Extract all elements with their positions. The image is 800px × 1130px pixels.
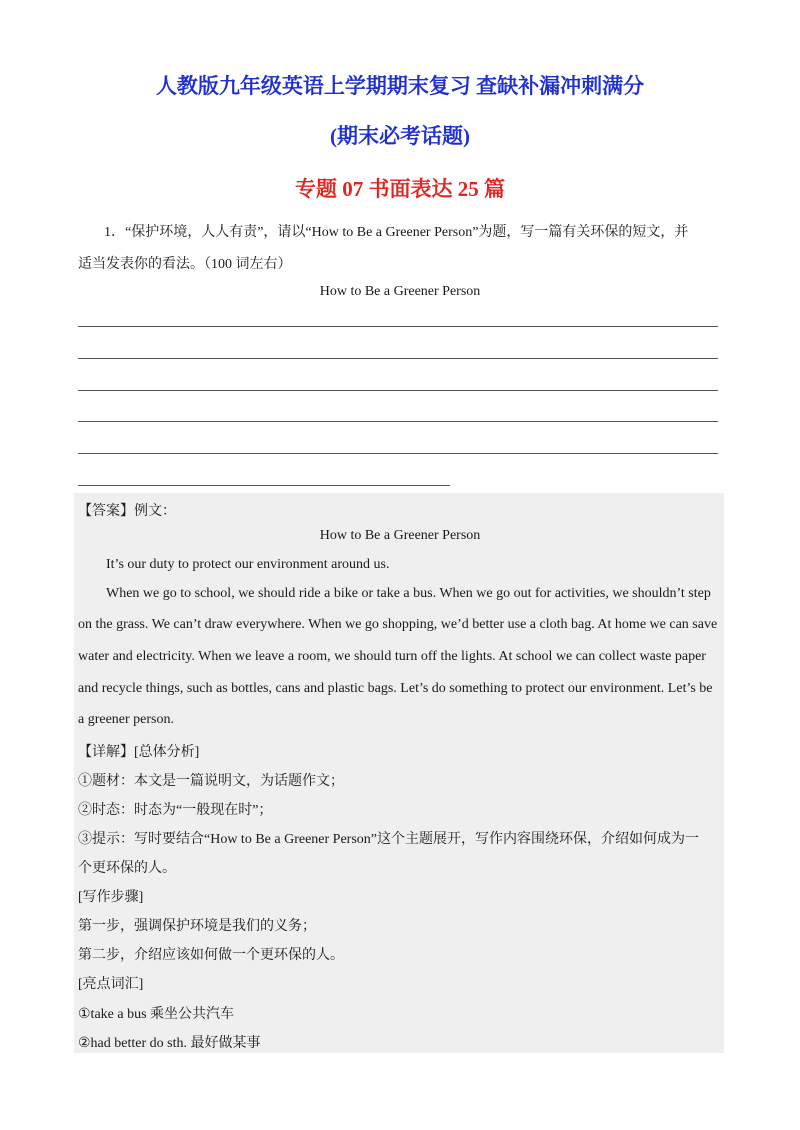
detail-item: 个更环保的人。: [78, 861, 176, 876]
detail-label: 【详解】[总体分析]: [78, 745, 200, 760]
writing-line-2: [78, 358, 718, 359]
essay-line: a greener person.: [78, 712, 175, 727]
detail-item: ③提示：写时要结合“How to Be a Greener Person”这个主题展开，写作内容围绕环保，介绍如何成为一: [78, 832, 699, 847]
detail-item: ②时态：时态为“一般现在时”；: [78, 803, 273, 818]
page-title-sub: (期末必考话题): [330, 124, 470, 148]
essay-paragraph-1: It’s our duty to protect our environment around us.: [106, 557, 390, 572]
detail-item: ①题材：本文是一篇说明文，为话题作文；: [78, 774, 344, 789]
page-title: 人教版九年级英语上学期期末复习 查缺补漏冲刺满分: [155, 74, 645, 98]
vocab-item: ②had better do sth. 最好做某事: [78, 1036, 261, 1051]
essay-line: When we go to school, we should ride a bike or take a bus. When we go out for activities, we shouldn’t step: [106, 586, 711, 601]
step-item: 第二步，介绍应该如何做一个更环保的人。: [78, 948, 344, 963]
step-item: 第一步，强调保护环境是我们的义务；: [78, 919, 316, 934]
writing-line-1: [78, 326, 718, 327]
question-line-2: 适当发表你的看法。（100 词左右）: [78, 257, 292, 272]
writing-line-4: [78, 421, 718, 422]
vocab-item: ①take a bus 乘坐公共汽车: [78, 1007, 235, 1022]
steps-label: [写作步骤]: [78, 890, 144, 905]
answer-label: 【答案】例文：: [78, 504, 176, 519]
writing-line-3: [78, 390, 718, 391]
essay-line: on the grass. We can’t draw everywhere. When we go shopping, we’d better use a cloth bag. At home we can save: [78, 617, 718, 632]
essay-line: water and electricity. When we leave a room, we should turn off the lights. At school we can collect waste paper: [78, 649, 706, 664]
writing-line-6: [78, 485, 450, 486]
question-essay-title: How to Be a Greener Person: [319, 284, 481, 299]
writing-line-5: [78, 453, 718, 454]
essay-line: and recycle things, such as bottles, cans and plastic bags. Let’s do something to protect our environment. Let’s be: [78, 681, 713, 696]
answer-essay-title: How to Be a Greener Person: [319, 528, 481, 543]
topic-heading: 专题 07 书面表达 25 篇: [295, 177, 505, 201]
vocab-label: [亮点词汇]: [78, 977, 144, 992]
question-line-1: 1．“保护环境，人人有责”，请以“How to Be a Greener Person”为题，写一篇有关环保的短文，并: [104, 225, 689, 240]
